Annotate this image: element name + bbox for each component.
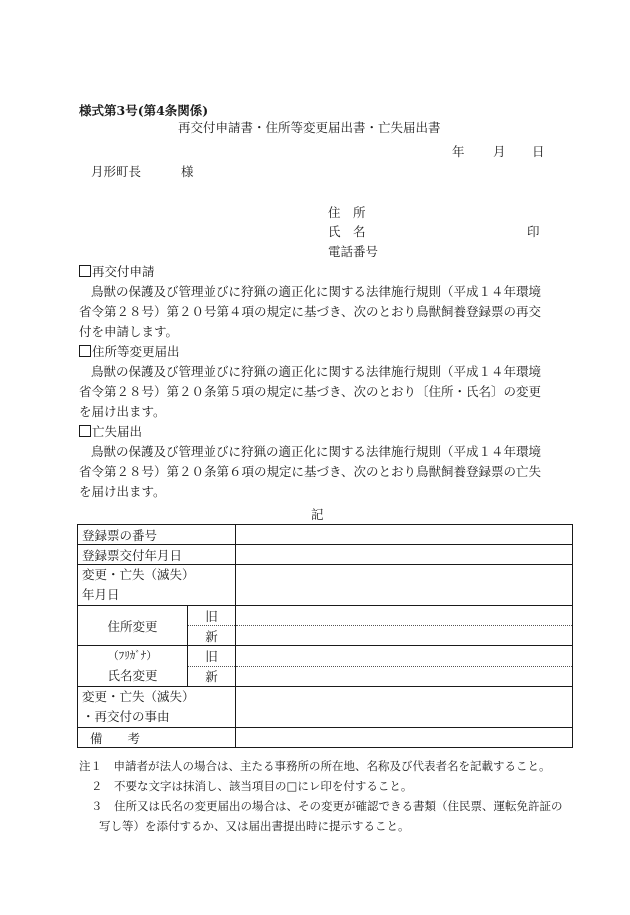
note-number: 注１ xyxy=(79,759,102,773)
note-text: 不要な文字は抹消し、該当項目の□にレ印を付すること。 xyxy=(114,779,413,793)
reg-number-field[interactable] xyxy=(236,525,573,545)
body-line: 鳥獣の保護及び管理並びに狩猟の適正化に関する法律施行規則（平成１４年環境 xyxy=(91,284,542,299)
section-loss-heading xyxy=(79,422,567,442)
note-1 xyxy=(79,756,551,776)
body-line: 省令第２８号）第２０号第４項の規定に基づき、次のとおり鳥獣飼養登録票の再交 xyxy=(79,304,542,319)
section-heading-label: 再交付申請 xyxy=(92,264,155,279)
body-line: 付を申請します。 xyxy=(79,324,179,339)
body-line: 鳥獣の保護及び管理並びに狩猟の適正化に関する法律施行規則（平成１４年環境 xyxy=(91,444,542,459)
note-2 xyxy=(91,776,412,796)
address-new-label: 新 xyxy=(188,626,236,646)
section-loss-body xyxy=(79,442,567,502)
reason-label-line1: 変更・亡失（滅失） xyxy=(82,689,195,704)
name-old-field[interactable] xyxy=(236,646,573,667)
issue-date-field[interactable] xyxy=(236,545,573,565)
note-3-continued: 写し等）を添付するか、又は届出書提出時に提示すること。 xyxy=(99,819,410,833)
body-line: 鳥獣の保護及び管理並びに狩猟の適正化に関する法律施行規則（平成１４年環境 xyxy=(91,364,542,379)
loss-checkbox[interactable] xyxy=(79,425,91,437)
reason-label xyxy=(78,687,236,728)
body-line: 省令第２８号）第２０条第６項の規定に基づき、次のとおり鳥獣飼養登録票の亡失 xyxy=(79,464,542,479)
reg-number-label: 登録票の番号 xyxy=(78,525,236,545)
reason-field[interactable] xyxy=(236,687,573,728)
name-change-text: 氏名変更 xyxy=(107,668,158,683)
section-reissue-heading xyxy=(79,262,567,282)
change-date-label-line1: 変更・亡失（滅失） xyxy=(82,567,195,582)
section-change-heading xyxy=(79,342,567,362)
note-3 xyxy=(91,796,563,816)
name-old-label: 旧 xyxy=(188,646,236,667)
note-text: 住所又は氏名の変更届出の場合は、その変更が確認できる書類（住民票、運転免許証の xyxy=(114,799,563,813)
issue-date-label: 登録票交付年月日 xyxy=(78,545,236,565)
name-new-label: 新 xyxy=(188,666,236,687)
change-checkbox[interactable] xyxy=(79,345,91,357)
applicant-name-label: 氏 名 xyxy=(328,224,366,239)
reissue-checkbox[interactable] xyxy=(79,265,91,277)
date-day: 日 xyxy=(532,144,545,159)
furigana-label: （ﾌﾘｶﾞﾅ） xyxy=(107,649,158,662)
section-heading-label: 亡失届出 xyxy=(92,424,143,439)
note-text: 申請者が法人の場合は、主たる事務所の所在地、名称及び代表者名を記載すること。 xyxy=(113,759,551,773)
record-table xyxy=(77,524,573,748)
section-reissue-body xyxy=(79,282,567,342)
body-line: 省令第２８号）第２０条第５項の規定に基づき、次のとおり〔住所・氏名〕の変更 xyxy=(79,384,542,399)
seal-mark: 印 xyxy=(527,224,540,239)
note-number: ２ xyxy=(91,779,103,793)
body-line: を届け出ます。 xyxy=(79,484,166,499)
section-heading-label: 住所等変更届出 xyxy=(92,344,180,359)
addressee-name: 月形町長 xyxy=(91,164,142,179)
form-number: 様式第3号(第4条関係) xyxy=(79,103,209,118)
address-change-label: 住所変更 xyxy=(78,606,188,646)
date-year: 年 xyxy=(452,144,465,159)
applicant-phone-label: 電話番号 xyxy=(328,244,379,259)
remarks-label: 備 考 xyxy=(78,728,236,748)
body-line: を届け出ます。 xyxy=(79,404,166,419)
ki-heading: 記 xyxy=(311,507,324,522)
remarks-field[interactable] xyxy=(236,728,573,748)
addressee-honorific: 様 xyxy=(181,164,194,179)
note-number: ３ xyxy=(91,799,103,813)
applicant-address-label: 住 所 xyxy=(328,205,366,220)
change-date-label xyxy=(78,565,236,606)
address-new-field[interactable] xyxy=(236,626,573,646)
change-date-label-line2: 年月日 xyxy=(82,587,120,602)
address-old-label: 旧 xyxy=(188,606,236,626)
name-change-label xyxy=(78,646,188,687)
address-old-field[interactable] xyxy=(236,606,573,626)
section-change-body xyxy=(79,362,567,422)
name-new-field[interactable] xyxy=(236,666,573,687)
change-date-field[interactable] xyxy=(236,565,573,606)
date-month: 月 xyxy=(493,144,506,159)
reason-label-line2: ・再交付の事由 xyxy=(82,709,170,724)
document-title: 再交付申請書・住所等変更届出書・亡失届出書 xyxy=(178,120,441,135)
